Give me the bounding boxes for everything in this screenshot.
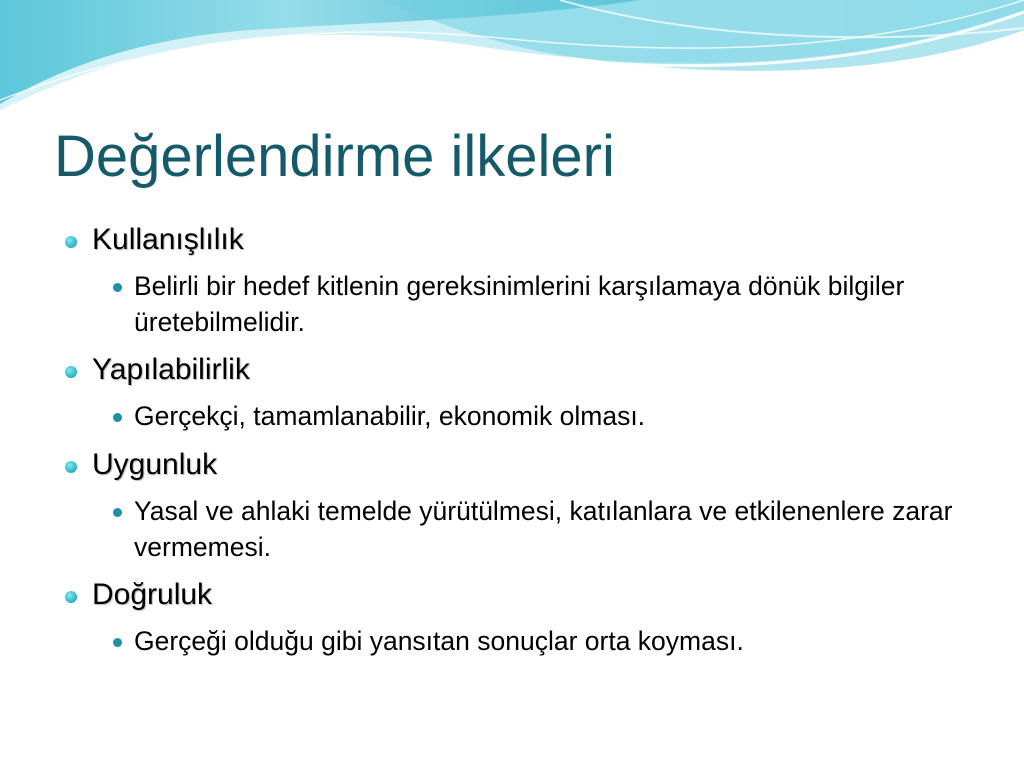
bullet-icon bbox=[65, 461, 77, 473]
slide-title: Değerlendirme ilkeleri bbox=[54, 124, 615, 189]
sub-bullet-icon bbox=[113, 413, 122, 422]
list-item-heading: Yapılabilirlik bbox=[92, 353, 250, 386]
bullet-icon bbox=[65, 366, 77, 378]
list-item-heading: Kullanışlılık bbox=[92, 223, 244, 256]
list-item-description: Gerçekçi, tamamlanabilir, ekonomik olması. bbox=[134, 401, 646, 431]
sub-bullet-icon bbox=[113, 508, 122, 517]
list-item-heading: Doğruluk bbox=[92, 578, 213, 611]
bullet-icon bbox=[65, 591, 77, 603]
list-item-description: Belirli bir hedef kitlenin gereksinimlerini karşılamaya dönük bilgiler üretebilmelidir. bbox=[134, 271, 905, 337]
list-item-description: Yasal ve ahlaki temelde yürütülmesi, katılanlara ve etkilenenlere zarar vermemesi. bbox=[134, 496, 953, 562]
sub-bullet-icon bbox=[113, 283, 122, 292]
list-item-heading: Uygunluk bbox=[92, 448, 218, 481]
bullet-icon bbox=[65, 236, 77, 248]
list-item-description: Gerçeği olduğu gibi yansıtan sonuçlar orta koyması. bbox=[134, 626, 744, 656]
sub-bullet-icon bbox=[113, 638, 122, 647]
